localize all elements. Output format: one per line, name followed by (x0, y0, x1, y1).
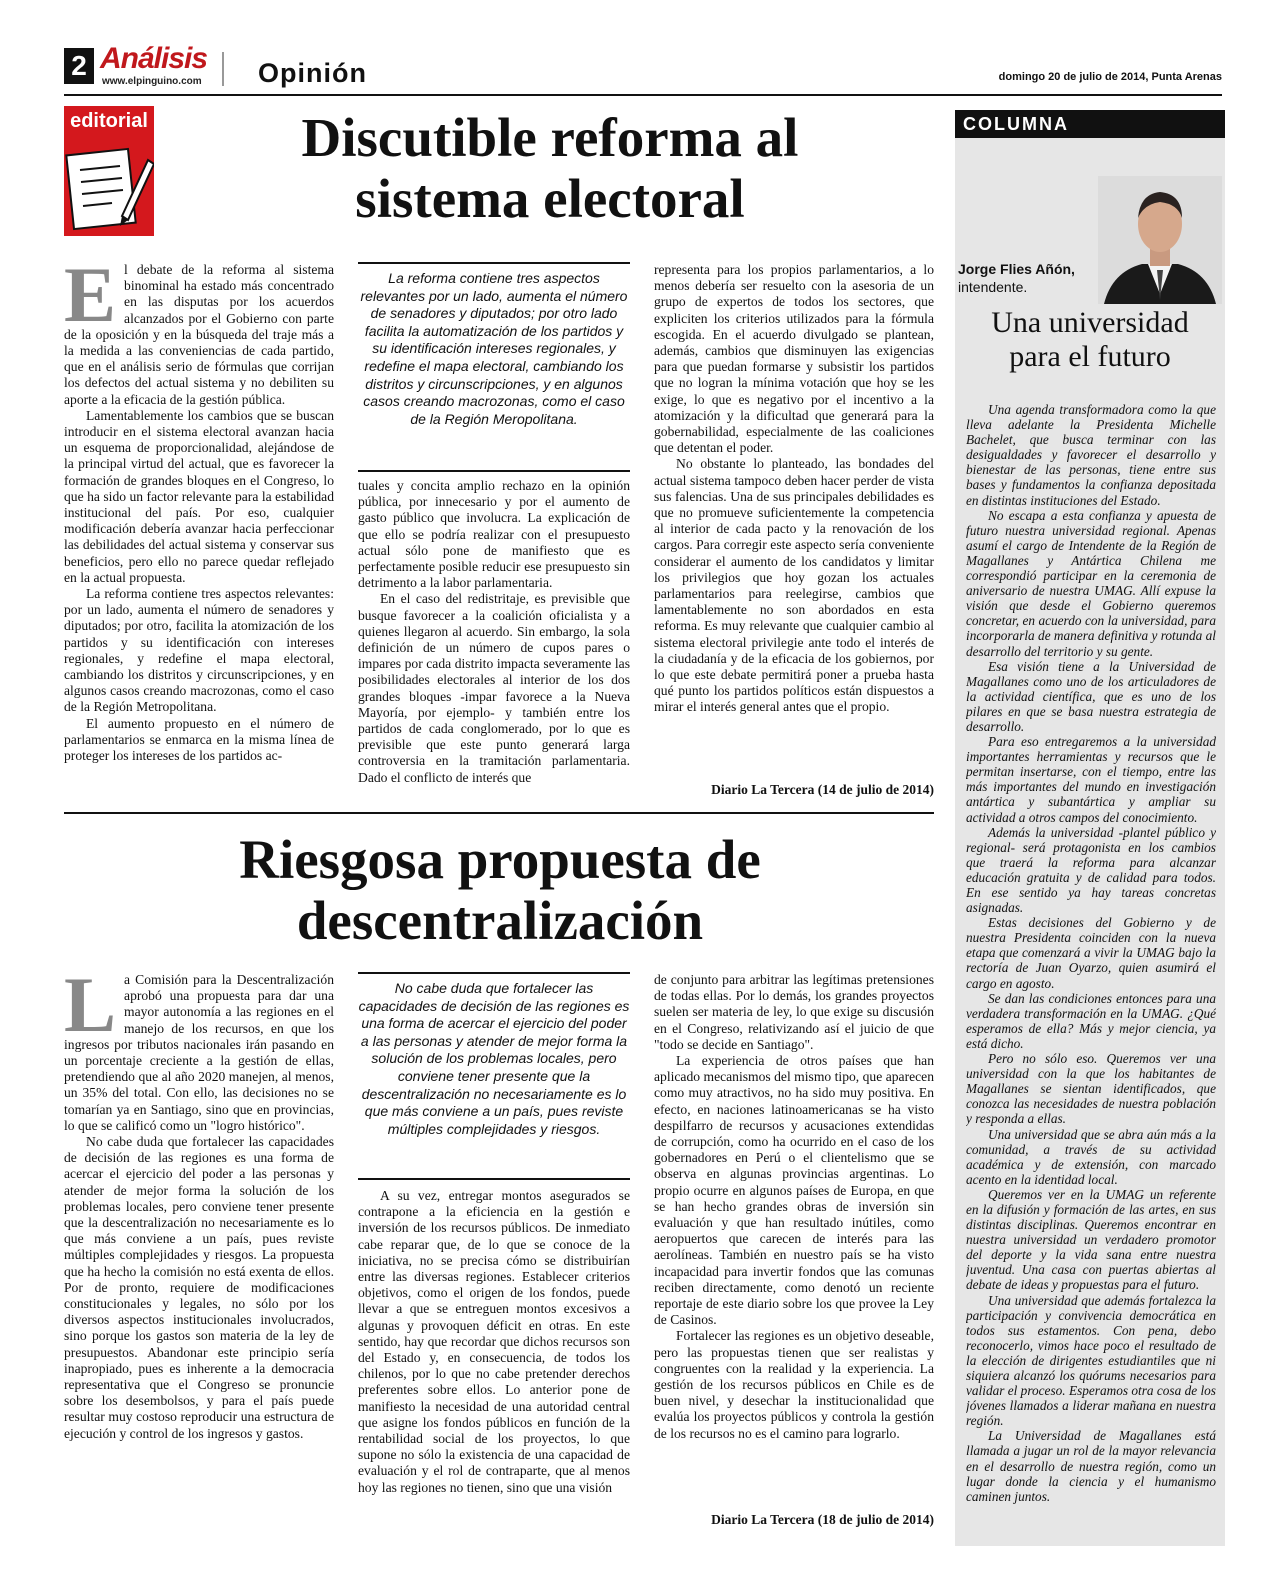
column-paragraph: Una universidad que se abra aún más a la comunidad, a través de su actividad académica y de extensión, con marcado acento en la identidad local. (966, 1126, 1216, 1187)
column-title (955, 306, 1225, 374)
page-number: 2 (64, 48, 94, 84)
brand-logo: Análisis (100, 42, 208, 75)
column-title-line2: para el futuro (1009, 340, 1171, 373)
writing-hand-icon (64, 138, 154, 236)
column-paragraph: Una agenda transformadora como la que lleva adelante la Presidenta Michelle Bachelet, que busca terminar con las desigualdades y favorecer el desarrollo y bienestar de las personas, tiene entre sus bases y fundamentos la confianza depositada en distintas instituciones del Estado. (966, 402, 1216, 508)
article2-title-line2: descentralización (296, 889, 704, 951)
article2-credit: Diario La Tercera (18 de julio de 2014) (711, 1512, 934, 1527)
header-rule (64, 94, 1222, 96)
column-paragraph: Queremos ver en la UMAG un referente en la difusión y formación de las artes, en sus distintas disciplinas. Queremos encontrar en nuestra universidad un verdadero promotor del deporte y la vida sana entre nuestra juventud. Una casa con puertas abiertas al debate de ideas y propuestas para el futuro. (966, 1186, 1216, 1293)
article2-paragraph: A su vez, entregar montos asegurados se contrapone a la eficiencia en la gestión e inversión de los recursos públicos. De inmediato cabe reparar que, de lo que se conoce de la iniciativa, no se precisa cómo se distribuirían entre las diversas regiones. Establecer criterios objetivos, como el origen de los fondos, puede llevar a que se entreguen montos excesivos a algunas y provoquen déficit en otras. En este sentido, hay que recordar que dichos recursos son del Estado y, en consecuencia, de todos los chilenos, por lo que no cabe pretender derechos preferentes sobre ellos. Lo anterior pone de manifiesto la necesidad de una autoridad central que asigne los fondos públicos en función de la rentabilidad social de los proyectos, lo que supone no sólo la existencia de una capacidad de evaluación y el rol de contraparte, que al menos hoy las regiones no tienen, sino que una visión (358, 1188, 630, 1495)
article1-pullquote: La reforma contiene tres aspectos relevantes por un lado, aumenta el número de senadores y diputados; por otro lado facilita la automatización de los partidos y su identificación intereses regionales, y redefine el mapa electoral, cambiando los distritos y circunscripciones, y en algunos casos creando macrozonas, como el caso de la Región Meropolitana. (360, 270, 628, 427)
article-divider (64, 812, 934, 814)
article2-dropcap: L (64, 972, 117, 1048)
column-title-line1: Una universidad (991, 306, 1189, 339)
article2-pullquote: No cabe duda que fortalecer las capacidades de decisión de las regiones es una forma de acercar el ejercicio del poder a las personas y atender de mejor forma la solución de los problemas locales, pero conviene tener presente que la descentralización no necesariamente es lo que más conviene a un país, pues reviste múltiples complejidades y riesgos. (358, 980, 630, 1137)
column-author-role: intendente. (958, 279, 1028, 295)
article1-paragraph: No obstante lo planteado, las bondades del actual sistema tampoco deben hacer perder de vista sus falencias. Una de sus principales debilidades es que no promueve suficientemente la competencia al interior de cada pacto y la renovación de los cargos. Para corregir este aspecto sería conveniente considerar el aumento de los candidatos y limitar los privilegios que hoy gozan los actuales parlamentarios para reelegirse, cambios que lamentablemente no son abordados en esta reforma. Es muy relevante que cualquier cambio al sistema electoral privilegie ante todo el interés de la ciudadanía y de la eficacia de los gobiernos, por lo que este debate permitirá poner a prueba hasta qué punto los partidos políticos están dispuestos a mirar el interés general antes que el propio. (654, 456, 934, 715)
article1-paragraph: representa para los propios parlamentarios, a lo menos debería ser resuelto con la asesoria de un grupo de expertos de todos los sectores, que expliciten los criterios utilizados para la fórmula escogida. En el acuerdo divulgado se plantean, además, cambios que disminuyen las exigencias para que puedan formarse y subsistir los partidos que no logran la mínima votación que hoy se les exige, lo que es negativo por el incentivo a la atomización y la dificultad que generará para la gobernabilidad, especialmente de las coaliciones que detentan el poder. (654, 262, 934, 456)
article1-title-line2: sistema electoral (355, 167, 745, 229)
article1-paragraph: El aumento propuesto en el número de parlamentarios se enmarca en la misma línea de proteger los intereses de los partidos ac- (64, 715, 334, 764)
column-author-name: Jorge Flies Añón, (958, 261, 1075, 277)
article2-paragraph: No cabe duda que fortalecer las capacidades de decisión de las regiones es una forma de acercar el ejercicio del poder a las personas y atender de mejor forma la solución de los problemas locales, pero conviene tener presente que la descentralización no necesariamente es lo que más conviene a un país, pues reviste múltiples complejidades y riesgos. La propuesta que ha hecho la comisión no está exenta de ellos. Por de pronto, requiere de modificaciones constitucionales y legales, no sólo por los diversos aspectos institucionales involucrados, sino porque los gastos son materia de la ley de presupuestos. Abandonar este principio sería inapropiado, pues es inherente a la democracia representativa que el Congreso se pronuncie sobre los desembolsos, y para el país puede resultar muy costoso reproducir una estructura de ejecución y control de los ingresos y gastos. (64, 1134, 334, 1441)
column-paragraph: Esa visión tiene a la Universidad de Magallanes como uno de los articuladores de la actividad científica, que es uno de los pilares en que se basa nuestra estrategia de desarrollo. (966, 658, 1216, 734)
article2-column-1 (64, 972, 334, 1532)
column-paragraph: Además la universidad -plantel público y regional- será protagonista en los cambios que traerá la reforma para alcanzar educación gratuita y de calidad para todos. En ese sentido ya hay tareas concretas asignadas. (966, 824, 1216, 916)
article2-pullquote-rule-bottom (358, 1178, 630, 1180)
editorial-label: editorial (70, 110, 148, 132)
article2-column-2 (358, 1188, 630, 1532)
article1-paragraph: tuales y concita amplio rechazo en la opinión pública, por innecesario y por el aumento de gasto público que involucra. La explicación de que ello se podría realizar con el presupuesto actual sólo pone de manifiesto que es perfectamente posible reducir ese presupuesto sin detrimento a la labor parlamentaria. (358, 478, 630, 591)
column-body (966, 402, 1216, 1532)
article1-column-3 (654, 262, 934, 770)
column-paragraph: Estas decisiones del Gobierno y de nuestra Presidenta coinciden con la nueva etapa que comenzará a vivir la UMAG bajo la rectoría de Juan Oyarzo, quien asumirá el cargo en agosto. (966, 915, 1216, 991)
article1-column-2 (358, 478, 630, 802)
article1-column-1 (64, 262, 334, 802)
column-paragraph: Se dan las condiciones entonces para una verdadera transformación en la UMAG. ¿Qué esperamos de ella? Más y mejor ciencia, ya está dicho. (966, 990, 1216, 1051)
brand-url: www.elpinguino.com (102, 76, 202, 87)
article1-paragraph: l debate de la reforma al sistema binominal ha estado más concentrado en las disputas por los acuerdos alcanzados por el Gobierno con parte de la oposición y en la búsqueda del traje más a la medida a las conveniencias de cada partido, que en el análisis serio de fórmulas que corrijan los defectos del actual sistema y no debiliten su aporte a la eficacia de la gestión pública. (64, 262, 334, 407)
article1-pullquote-rule-top (358, 262, 630, 264)
header-divider (222, 52, 224, 86)
article1-paragraph: Lamentablemente los cambios que se buscan introducir en el sistema electoral avanzan hacia un esquema de proporcionalidad, alejándose de la principal virtud del actual, que es favorecer la formación de grandes bloques en el Congreso, lo que ha sido un factor relevante para la estabilidad institucional del país. Por eso, cualquier modificación debería avanzar hacia perfeccionar las debilidades del actual sistema y conservar sus beneficios, pero ello no parece quedar reflejado en la actual propuesta. (64, 407, 334, 585)
article2-headline (100, 830, 900, 951)
column-paragraph: Pero no sólo eso. Queremos ver una universidad con la que los habitantes de Magallanes se sientan identificados, que conozca las necesidades de nuestra población y responda a ellas. (966, 1051, 1216, 1127)
dateline: domingo 20 de julio de 2014, Punta Arenas (998, 71, 1222, 83)
article1-paragraph: La reforma contiene tres aspectos relevantes: por un lado, aumenta el número de senadores y diputados; por otro, facilita la atomización de los partidos y su identificación con intereses regionales, y redefine el mapa electoral, cambiando los distritos y circunscripciones, y en algunos casos creando macrozonas, como el caso de la Región Metropolitana. (64, 586, 334, 715)
article1-credit: Diario La Tercera (14 de julio de 2014) (711, 782, 934, 797)
article2-paragraph: a Comisión para la Descentralización aprobó una propuesta para dar una mayor autonomía a las regiones en el manejo de los recursos, en que los ingresos por tributos nacionales irán pasando en un porcentaje creciente a la gestión de ellas, pretendiendo que al año 2020 manejen, al menos, un 35% del total. Con ello, las decisiones no se tomarían ya en Santiago, sino que en provincias, lo que se calificó como un "logro histórico". (64, 972, 334, 1133)
column-paragraph: La Universidad de Magallanes está llamada a jugar un rol de la mayor relevancia en el desarrollo de nuestra región, como un lugar donde la ciencia y el humanismo caminen juntos. (966, 1428, 1216, 1504)
article1-headline (180, 108, 920, 229)
editorial-badge (64, 106, 154, 236)
author-photo (1098, 176, 1222, 304)
article2-pullquote-rule-top (358, 972, 630, 974)
column-author (958, 260, 1098, 296)
section-title: Opinión (258, 58, 367, 88)
column-paragraph: No escapa a esta confianza y apuesta de futuro nuestra universidad regional. Apenas asumí el cargo de Intendente de la Región de Magallanes y Antártica Chilena me correspondió participar en la ceremonia de aniversario de nuestra UMAG. Allí expuse la visión que desde el Gobierno queremos concretar, en acuerdo con la universidad, para incorporarla de manera definitiva y rotunda al desarrollo del territorio y su gente. (966, 507, 1216, 659)
article1-paragraph: En el caso del redistritaje, es previsible que busque favorecer a la coalición oficialista y a quienes llegaron al acuerdo. Sin embargo, la sola definición de un número de cupos pares o impares por cada distrito impacta severamente las posibilidades electorales al interior de los dos grandes bloques -impar favorece a la Nueva Mayoría, por ejemplo- y también entre los partidos de cada conglomerado, por lo que es previsible que este punto generará larga controversia en la tramitación parlamentaria. Dado el conflicto de interés que (358, 591, 630, 785)
article2-paragraph: Fortalecer las regiones es un objetivo deseable, pero las propuestas tienen que ser realistas y congruentes con la realidad y la experiencia. La gestión de los recursos públicos en Chile es de buen nivel, y desechar la institucionalidad que evalúa los proyectos públicos y controla la gestión de los recursos no es el camino para lograrlo. (654, 1328, 934, 1441)
article2-column-3 (654, 972, 934, 1498)
column-paragraph: Una universidad que además fortalezca la participación y convivencia democrática en todos sus estamentos. Con pena, debo reconocerlo, vimos hace poco el resultado de la elección de dirigentes estudiantiles que ni siquiera alcanzó los quórums necesarios para validar el proceso. Esperamos otra cosa de los jóvenes llamados a liderar mañana en nuestra región. (966, 1292, 1216, 1429)
article1-title-line1: Discutible reforma al (301, 107, 799, 168)
article2-paragraph: de conjunto para arbitrar las legítimas pretensiones de todas ellas. Por lo demás, los grandes proyectos suelen ser materia de ley, lo que exige su discusión en el Congreso, relativizando así el juicio de que "todo se decide en Santiago". (654, 972, 934, 1052)
column-paragraph: Para eso entregaremos a la universidad importantes herramientas y recursos que le permitan insertarse, con el tiempo, entre las más importantes del mundo en investigación antártica y subantártica y ampliar su actividad a otros campos del conocimiento. (966, 734, 1216, 825)
article1-pullquote-rule-bottom (358, 470, 630, 472)
column-label: COLUMNA (955, 110, 1225, 138)
article1-dropcap: E (64, 262, 117, 338)
article2-paragraph: La experiencia de otros países que han aplicado mecanismos del mismo tipo, que aparecen como muy atractivos, no ha sido muy positiva. En efecto, en naciones latinoamericanas se ha visto despilfarro de recursos y acusaciones extendidas de corrupción, como ha ocurrido en el caso de los gobernadores en Perú o el clientelismo que se observa en algunas provincias argentinas. Lo propio ocurre en algunos países de Europa, en que se han hecho grandes obras de inversión sin evaluación y que han resultado inútiles, como aeropuertos que carecen de interés para las aerolíneas. También en nuestro país se ha visto incapacidad para invertir fondos que las comunas reciben directamente, como denotó un reciente reportaje de este diario sobre los que provee la Ley de Casinos. (654, 1053, 934, 1328)
article2-title-line1: Riesgosa propuesta de (239, 829, 761, 890)
